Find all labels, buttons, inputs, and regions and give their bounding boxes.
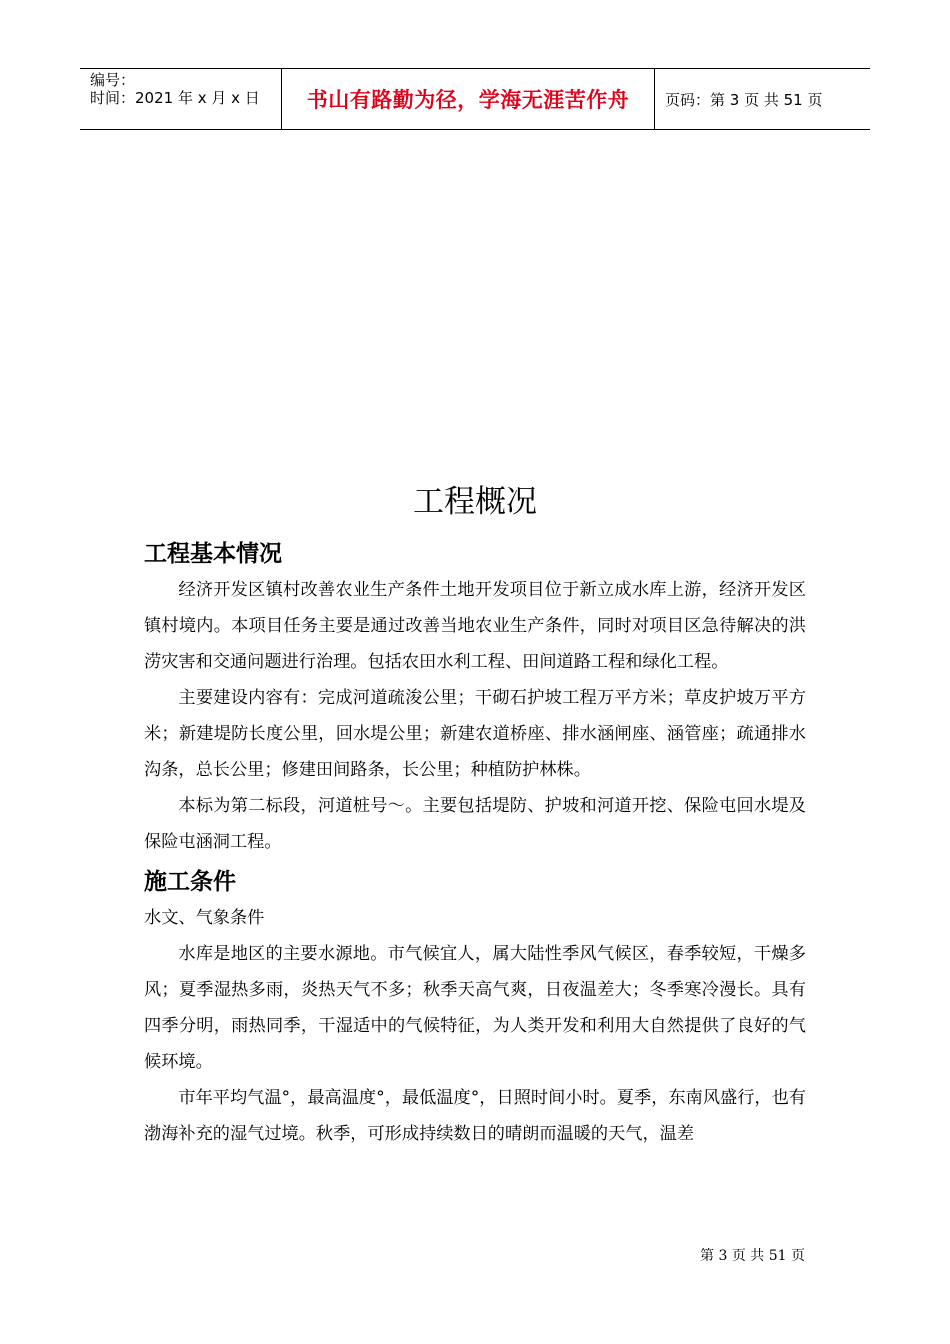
header-page-info: 页码：第 3 页 共 51 页	[665, 90, 823, 109]
section-heading-basic-info: 工程基本情况	[144, 541, 282, 567]
body-paragraph: 市年平均气温°，最高温度°，最低温度°，日照时间小时。夏季，东南风盛行，也有渤海补充的湿气过境。秋季，可形成持续数日的晴朗而温暖的天气，温差	[144, 1088, 806, 1144]
header-meta-cell	[80, 69, 282, 129]
body-paragraph: 本标为第二标段，河道桩号～。主要包括堤防、护坡和河道开挖、保险屯回水堤及保险屯涵洞工程。	[144, 796, 806, 852]
body-paragraph: 水库是地区的主要水源地。市气候宜人，属大陆性季风气候区，春季较短，干燥多风；夏季湿热多雨，炎热天气不多；秋季天高气爽，日夜温差大；冬季寒冷漫长。具有四季分明，雨热同季，干湿适中的气候特征，为人类开发和利用大自然提供了良好的气候环境。	[144, 944, 806, 1072]
subsection-heading-hydrology-weather: 水文、气象条件	[144, 908, 265, 928]
section-heading-construction-conditions: 施工条件	[144, 869, 236, 895]
page-footer-number: 第 3 页 共 51 页	[700, 1248, 805, 1264]
document-number-label: 编号：	[90, 71, 136, 89]
body-paragraph: 主要建设内容有：完成河道疏浚公里；干砌石护坡工程万平方米；草皮护坡万平方米；新建堤防长度公里，回水堤公里；新建农道桥座、排水涵闸座、涵管座；疏通排水沟条，总长公里；修建田间路条，长公里；种植防护林株。	[144, 688, 806, 780]
page-header	[80, 68, 870, 130]
document-time-label: 时间：2021 年 x 月 x 日	[90, 89, 260, 107]
body-paragraph: 经济开发区镇村改善农业生产条件土地开发项目位于新立成水库上游，经济开发区镇村境内。本项目任务主要是通过改善当地农业生产条件，同时对项目区急待解决的洪涝灾害和交通问题进行治理。包括农田水利工程、田间道路工程和绿化工程。	[144, 580, 806, 672]
header-motto: 书山有路勤为径，学海无涯苦作舟	[282, 69, 655, 129]
document-body	[144, 536, 806, 1152]
document-title: 工程概况	[413, 484, 537, 520]
